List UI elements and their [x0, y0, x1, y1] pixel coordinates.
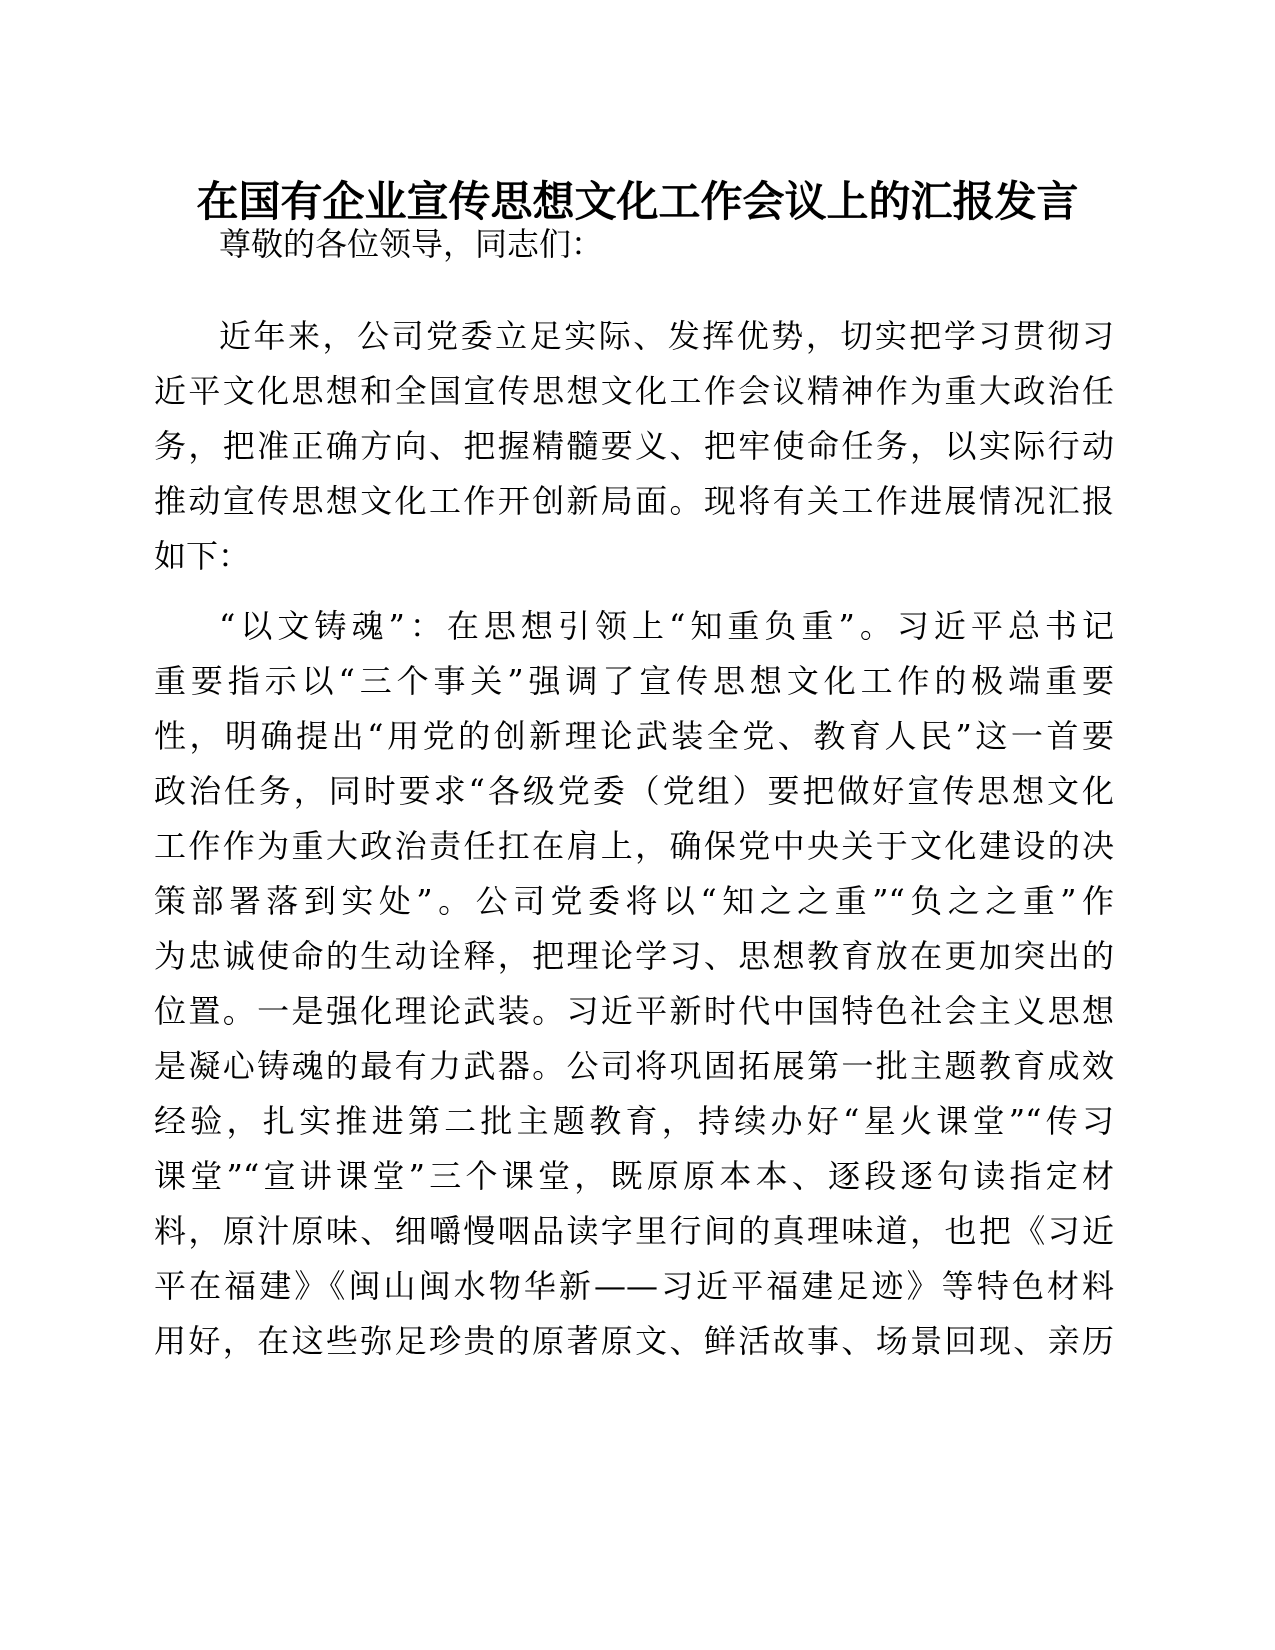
- paragraph-line: 料，原汁原味、细嚼慢咽品读字里行间的真理味道，也把《习近: [154, 1212, 1114, 1250]
- paragraph-line: 工作作为重大政治责任扛在肩上，确保党中央关于文化建设的决: [154, 827, 1114, 865]
- paragraph-line: 近年来，公司党委立足实际、发挥优势，切实把学习贯彻习: [219, 317, 1114, 355]
- paragraph-line: 策部署落到实处”。公司党委将以“知之之重”“负之之重”作: [154, 882, 1114, 920]
- paragraph-line: 位置。一是强化理论武装。习近平新时代中国特色社会主义思想: [154, 992, 1114, 1030]
- paragraph-line: 平在福建》《闽山闽水物华新——习近平福建足迹》等特色材料: [154, 1267, 1114, 1305]
- paragraph-line: 如下：: [154, 537, 251, 575]
- paragraph-line: 政治任务，同时要求“各级党委（党组）要把做好宣传思想文化: [154, 772, 1114, 810]
- paragraph-line: 近平文化思想和全国宣传思想文化工作会议精神作为重大政治任: [154, 372, 1114, 410]
- paragraph-line: 为忠诚使命的生动诠释，把理论学习、思想教育放在更加突出的: [154, 937, 1114, 975]
- paragraph-line: 是凝心铸魂的最有力武器。公司将巩固拓展第一批主题教育成效: [154, 1047, 1114, 1085]
- document-title: 在国有企业宣传思想文化工作会议上的汇报发言: [196, 177, 1079, 226]
- paragraph-line: 推动宣传思想文化工作开创新局面。现将有关工作进展情况汇报: [154, 482, 1114, 520]
- paragraph-line: “以文铸魂”：在思想引领上“知重负重”。习近平总书记: [219, 607, 1114, 645]
- paragraph-line: 重要指示以“三个事关”强调了宣传思想文化工作的极端重要: [154, 662, 1114, 700]
- paragraph-line: 务，把准正确方向、把握精髓要义、把牢使命任务，以实际行动: [154, 427, 1114, 465]
- salutation: 尊敬的各位领导，同志们：: [219, 225, 604, 263]
- paragraph-line: 经验，扎实推进第二批主题教育，持续办好“星火课堂”“传习: [154, 1102, 1114, 1140]
- paragraph-line: 性，明确提出“用党的创新理论武装全党、教育人民”这一首要: [154, 717, 1114, 755]
- paragraph-line: 课堂”“宣讲课堂”三个课堂，既原原本本、逐段逐句读指定材: [154, 1157, 1114, 1195]
- paragraph-line: 用好，在这些弥足珍贵的原著原文、鲜活故事、场景回现、亲历: [154, 1322, 1114, 1360]
